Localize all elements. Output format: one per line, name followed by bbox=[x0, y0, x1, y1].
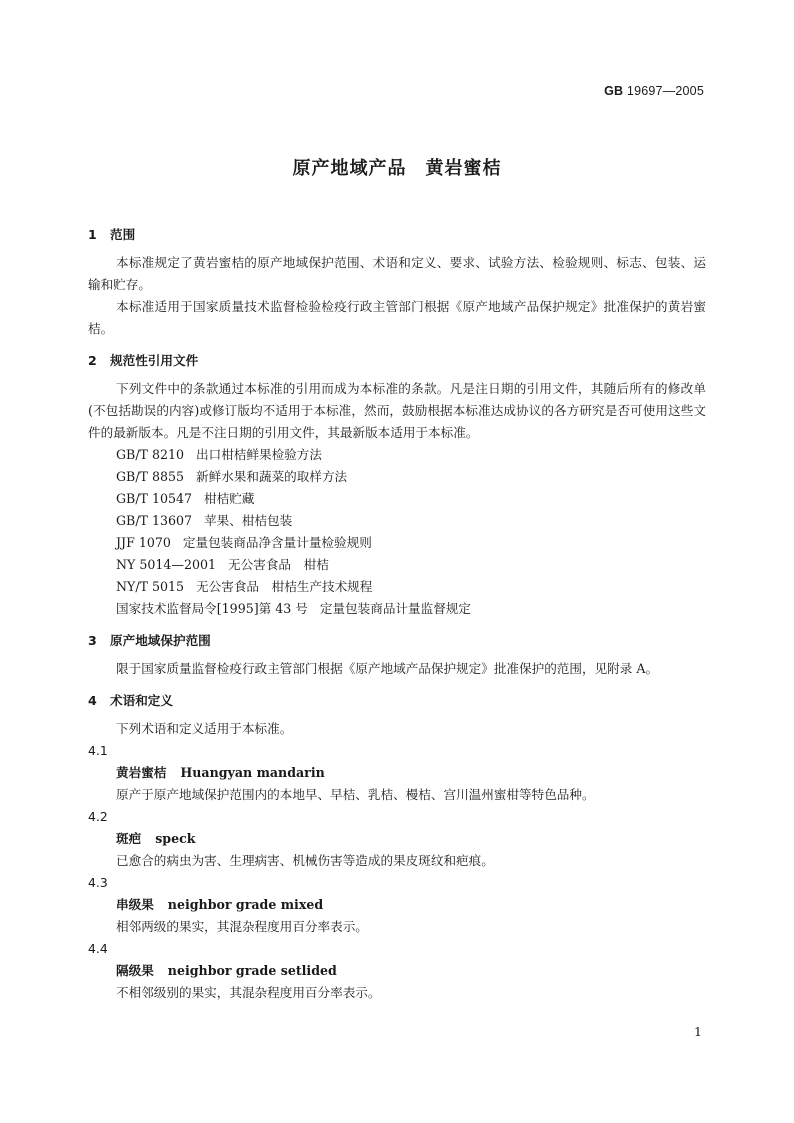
reference-title: 无公害食品 柑桔生产技术规程 bbox=[196, 579, 373, 594]
term-heading bbox=[88, 762, 706, 784]
term-definition: 已愈合的病虫为害、生理病害、机械伤害等造成的果皮斑纹和疤痕。 bbox=[116, 853, 494, 868]
standard-prefix: GB bbox=[604, 84, 624, 98]
section-4-heading bbox=[88, 690, 706, 712]
section-4-intro: 下列术语和定义适用于本标准。 bbox=[116, 721, 293, 736]
reference-code: NY/T 5015 bbox=[116, 579, 185, 594]
standard-number bbox=[604, 84, 704, 98]
section-number: 1 bbox=[88, 227, 97, 242]
term-number: 4.2 bbox=[88, 809, 108, 824]
standard-code: 19697—2005 bbox=[626, 84, 704, 98]
reference-title: 柑桔贮藏 bbox=[204, 491, 255, 506]
section-number: 4 bbox=[88, 693, 97, 708]
reference-item bbox=[88, 444, 706, 466]
reference-title: 苹果、柑桔包装 bbox=[204, 513, 293, 528]
reference-item bbox=[88, 576, 706, 598]
term-zh: 隔级果 bbox=[116, 963, 154, 978]
section-3-para: 限于国家质量监督检疫行政主管部门根据《原产地域产品保护规定》批准保护的范围，见附录 A。 bbox=[116, 661, 659, 676]
reference-item bbox=[88, 554, 706, 576]
reference-code: GB/T 13607 bbox=[116, 513, 193, 528]
reference-item bbox=[88, 466, 706, 488]
section-title: 范围 bbox=[110, 227, 136, 242]
document-body bbox=[88, 224, 706, 1004]
section-title: 术语和定义 bbox=[110, 693, 173, 708]
term-number: 4.4 bbox=[88, 941, 108, 956]
reference-code: JJF 1070 bbox=[116, 535, 171, 550]
reference-title: 新鲜水果和蔬菜的取样方法 bbox=[196, 469, 348, 484]
term-number: 4.3 bbox=[88, 875, 108, 890]
reference-code: 国家技术监督局令[1995]第 43 号 bbox=[116, 601, 308, 616]
section-3-heading bbox=[88, 630, 706, 652]
term-en: speck bbox=[155, 831, 196, 846]
term-definition: 原产于原产地域保护范围内的本地早、早桔、乳桔、槾桔、宫川温州蜜柑等特色品种。 bbox=[116, 787, 595, 802]
section-title: 原产地域保护范围 bbox=[110, 633, 211, 648]
term-heading bbox=[88, 894, 706, 916]
reference-code: GB/T 8210 bbox=[116, 447, 185, 462]
section-2-heading bbox=[88, 350, 706, 372]
reference-item bbox=[88, 598, 706, 620]
term-definition: 相邻两级的果实，其混杂程度用百分率表示。 bbox=[116, 919, 368, 934]
reference-title: 无公害食品 柑桔 bbox=[228, 557, 329, 572]
term-definition: 不相邻级别的果实，其混杂程度用百分率表示。 bbox=[116, 985, 381, 1000]
section-title: 规范性引用文件 bbox=[110, 353, 199, 368]
term-en: Huangyan mandarin bbox=[180, 765, 325, 780]
section-1-para-2: 本标准适用于国家质量技术监督检验检疫行政主管部门根据《原产地域产品保护规定》批准保护的黄岩蜜桔。 bbox=[88, 299, 706, 336]
term-zh: 黄岩蜜桔 bbox=[116, 765, 167, 780]
reference-title: 出口柑桔鲜果检验方法 bbox=[196, 447, 322, 462]
term-en: neighbor grade mixed bbox=[167, 897, 324, 912]
term-zh: 斑疤 bbox=[116, 831, 142, 846]
reference-item bbox=[88, 532, 706, 554]
reference-item bbox=[88, 510, 706, 532]
document-title: 原产地域产品 黄岩蜜桔 bbox=[292, 158, 502, 179]
term-number: 4.1 bbox=[88, 743, 108, 758]
reference-code: GB/T 10547 bbox=[116, 491, 193, 506]
term-zh: 串级果 bbox=[116, 897, 154, 912]
section-number: 3 bbox=[88, 633, 97, 648]
reference-title: 定量包装商品计量监督规定 bbox=[319, 601, 471, 616]
section-1-heading bbox=[88, 224, 706, 246]
reference-item bbox=[88, 488, 706, 510]
reference-title: 定量包装商品净含量计量检验规则 bbox=[182, 535, 372, 550]
term-en: neighbor grade setlided bbox=[167, 963, 337, 978]
section-number: 2 bbox=[88, 353, 97, 368]
term-heading bbox=[88, 960, 706, 982]
reference-code: GB/T 8855 bbox=[116, 469, 185, 484]
reference-code: NY 5014—2001 bbox=[116, 557, 217, 572]
term-heading bbox=[88, 828, 706, 850]
page-number: 1 bbox=[694, 1024, 702, 1039]
section-1-para-1: 本标准规定了黄岩蜜桔的原产地域保护范围、术语和定义、要求、试验方法、检验规则、标志、包装、运输和贮存。 bbox=[88, 255, 706, 292]
section-2-intro: 下列文件中的条款通过本标准的引用而成为本标准的条款。凡是注日期的引用文件，其随后所有的修改单(不包括勘误的内容)或修订版均不适用于本标准，然而，鼓励根据本标准达成协议的各方研究是否可使用这些文件的最新版本。凡是不注日期的引用文件，其最新版本适用于本标准。 bbox=[88, 381, 706, 440]
